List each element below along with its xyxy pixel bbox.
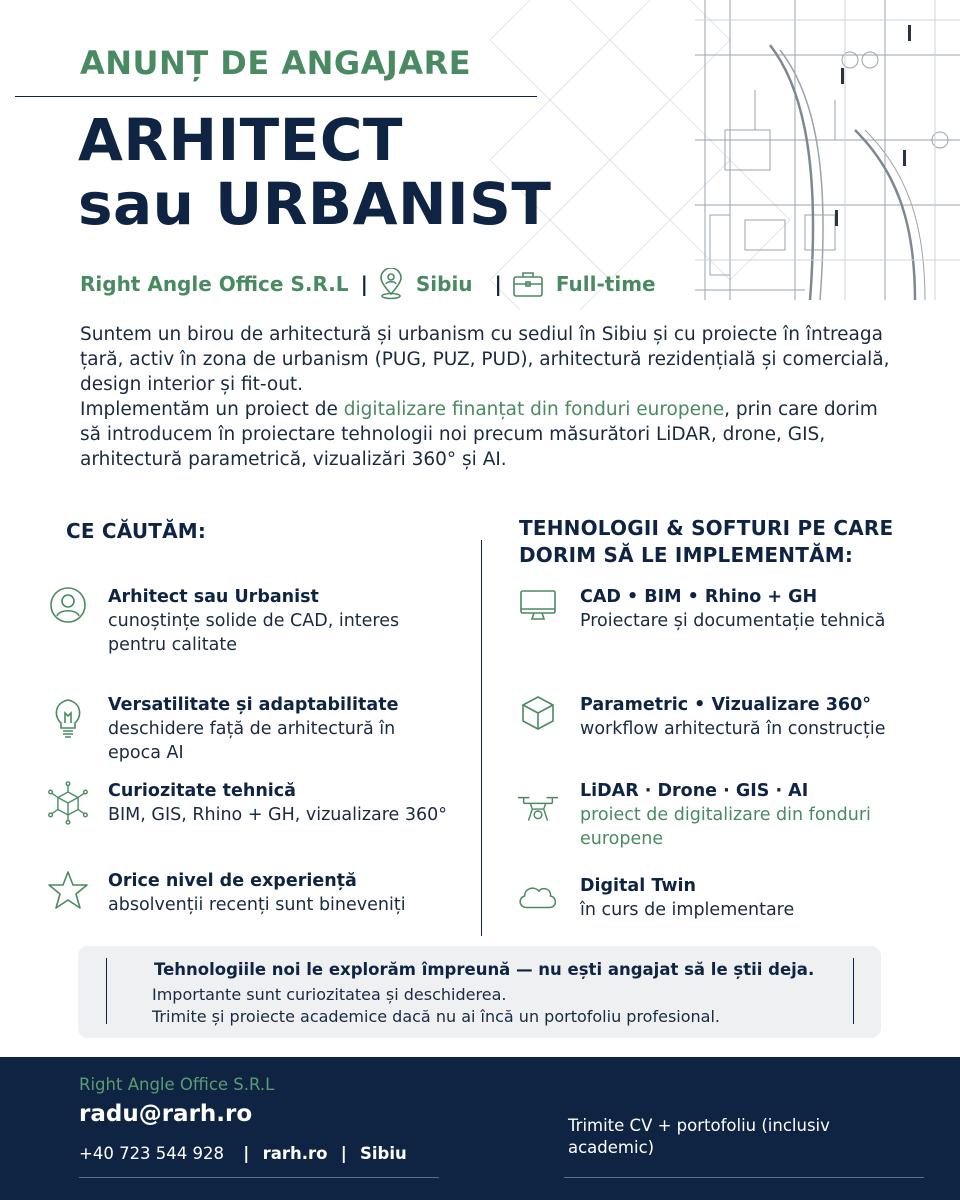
list-item bbox=[516, 693, 900, 741]
drone-icon bbox=[516, 793, 560, 829]
column-divider bbox=[481, 540, 482, 936]
footer-cta: Trimite CV + portofoliu (inclusiv academic) bbox=[568, 1116, 830, 1157]
footer-city: Sibiu bbox=[360, 1144, 407, 1163]
note-body: Importante sunt curiozitatea și deschiderea. Trimite și proiecte academice dacă nu ai încă un portofoliu profesional. bbox=[152, 985, 720, 1026]
meta-separator: | bbox=[360, 272, 368, 296]
header-rule bbox=[15, 96, 537, 97]
job-type: Full-time bbox=[555, 272, 656, 296]
item-text: proiect de digitalizare din fonduri europene bbox=[580, 805, 871, 849]
item-text: deschidere față de arhitectură în epoca AI bbox=[108, 719, 396, 763]
funding-highlight: digitalizare finanțat din fonduri europene bbox=[343, 399, 725, 420]
cube-icon bbox=[518, 693, 558, 733]
item-title: CAD • BIM • Rhino + GH bbox=[580, 587, 818, 607]
left-column-heading: CE CĂUTĂM: bbox=[66, 519, 207, 543]
list-item bbox=[46, 585, 448, 657]
footer-contact-line: +40 723 544 928 | rarh.ro | Sibiu bbox=[79, 1144, 407, 1163]
footer-phone[interactable]: +40 723 544 928 bbox=[79, 1144, 225, 1163]
company-name: Right Angle Office S.R.L bbox=[80, 272, 349, 296]
job-title-line2: sau URBANIST bbox=[78, 170, 552, 238]
item-text: absolvenții recenți sunt bineveniți bbox=[108, 895, 406, 915]
intro-paragraph-2: Implementăm un proiect de digitalizare finanțat din fonduri europene, prin care dorim să introducem în proiectare tehnologii noi precum măsurători LiDAR, drone, GIS, arhitectură parametrică, vizualizări 360° și AI. bbox=[80, 399, 878, 470]
item-title: Curiozitate tehnică bbox=[108, 781, 296, 801]
briefcase-icon bbox=[512, 270, 544, 298]
intro-text bbox=[80, 322, 900, 472]
footer bbox=[0, 1057, 960, 1200]
note-bar-left bbox=[106, 958, 107, 1024]
list-item bbox=[46, 779, 448, 827]
cloud-icon bbox=[516, 880, 560, 912]
location-pin-icon bbox=[378, 268, 404, 300]
item-title: Parametric • Vizualizare 360° bbox=[580, 695, 871, 715]
footer-company: Right Angle Office S.R.L bbox=[79, 1075, 275, 1094]
job-ad-eyebrow: ANUNȚ DE ANGAJARE bbox=[80, 44, 472, 82]
item-title: Orice nivel de experiență bbox=[108, 871, 357, 891]
footer-rule-right bbox=[564, 1177, 924, 1178]
monitor-icon bbox=[518, 585, 558, 625]
item-text: BIM, GIS, Rhino + GH, vizualizare 360° bbox=[108, 805, 448, 825]
job-meta bbox=[80, 268, 656, 300]
list-item bbox=[46, 869, 468, 917]
item-title: LiDAR · Drone · GIS · AI bbox=[580, 781, 809, 801]
item-text: workflow arhitectură în construcție bbox=[580, 719, 886, 739]
item-text: cunoștințe solide de CAD, interes pentru calitate bbox=[108, 611, 400, 655]
job-location: Sibiu bbox=[415, 272, 473, 296]
item-text: în curs de implementare bbox=[580, 900, 795, 920]
list-item bbox=[46, 693, 448, 765]
item-text: Proiectare și documentație tehnică bbox=[580, 611, 886, 631]
list-item bbox=[516, 585, 900, 633]
meta-separator: | bbox=[494, 272, 502, 296]
footer-website-link[interactable]: rarh.ro bbox=[262, 1144, 328, 1163]
footer-email-link[interactable]: radu@rarh.ro bbox=[79, 1101, 253, 1127]
blueprint-illustration bbox=[695, 0, 960, 300]
intro-paragraph-1: Suntem un birou de arhitectură și urbanism cu sediul în Sibiu și cu proiecte în întreaga țară, activ în zona de urbanism (PUG, PUZ, PUD), arhitectură rezidențială și comercială, design interior și fit-out. bbox=[80, 324, 890, 395]
note-headline: Tehnologiile noi le explorăm împreună — nu ești angajat să le știi deja. bbox=[154, 960, 815, 979]
info-note-box bbox=[78, 946, 881, 1038]
note-bar-right bbox=[853, 958, 854, 1024]
list-item bbox=[516, 874, 900, 924]
item-title: Arhitect sau Urbanist bbox=[108, 587, 319, 607]
item-title: Digital Twin bbox=[580, 876, 696, 896]
list-item bbox=[516, 779, 900, 851]
lightbulb-icon bbox=[48, 693, 88, 741]
right-column-heading: TEHNOLOGII & SOFTURI PE CARE DORIM SĂ LE IMPLEMENTĂM: bbox=[519, 516, 894, 567]
job-title-line1: ARHITECT bbox=[78, 106, 403, 174]
job-title bbox=[78, 108, 551, 236]
network-cube-icon bbox=[46, 779, 90, 827]
footer-rule-left bbox=[79, 1177, 439, 1178]
star-icon bbox=[47, 869, 89, 911]
user-circle-icon bbox=[48, 585, 88, 625]
item-title: Versatilitate și adaptabilitate bbox=[108, 695, 399, 715]
